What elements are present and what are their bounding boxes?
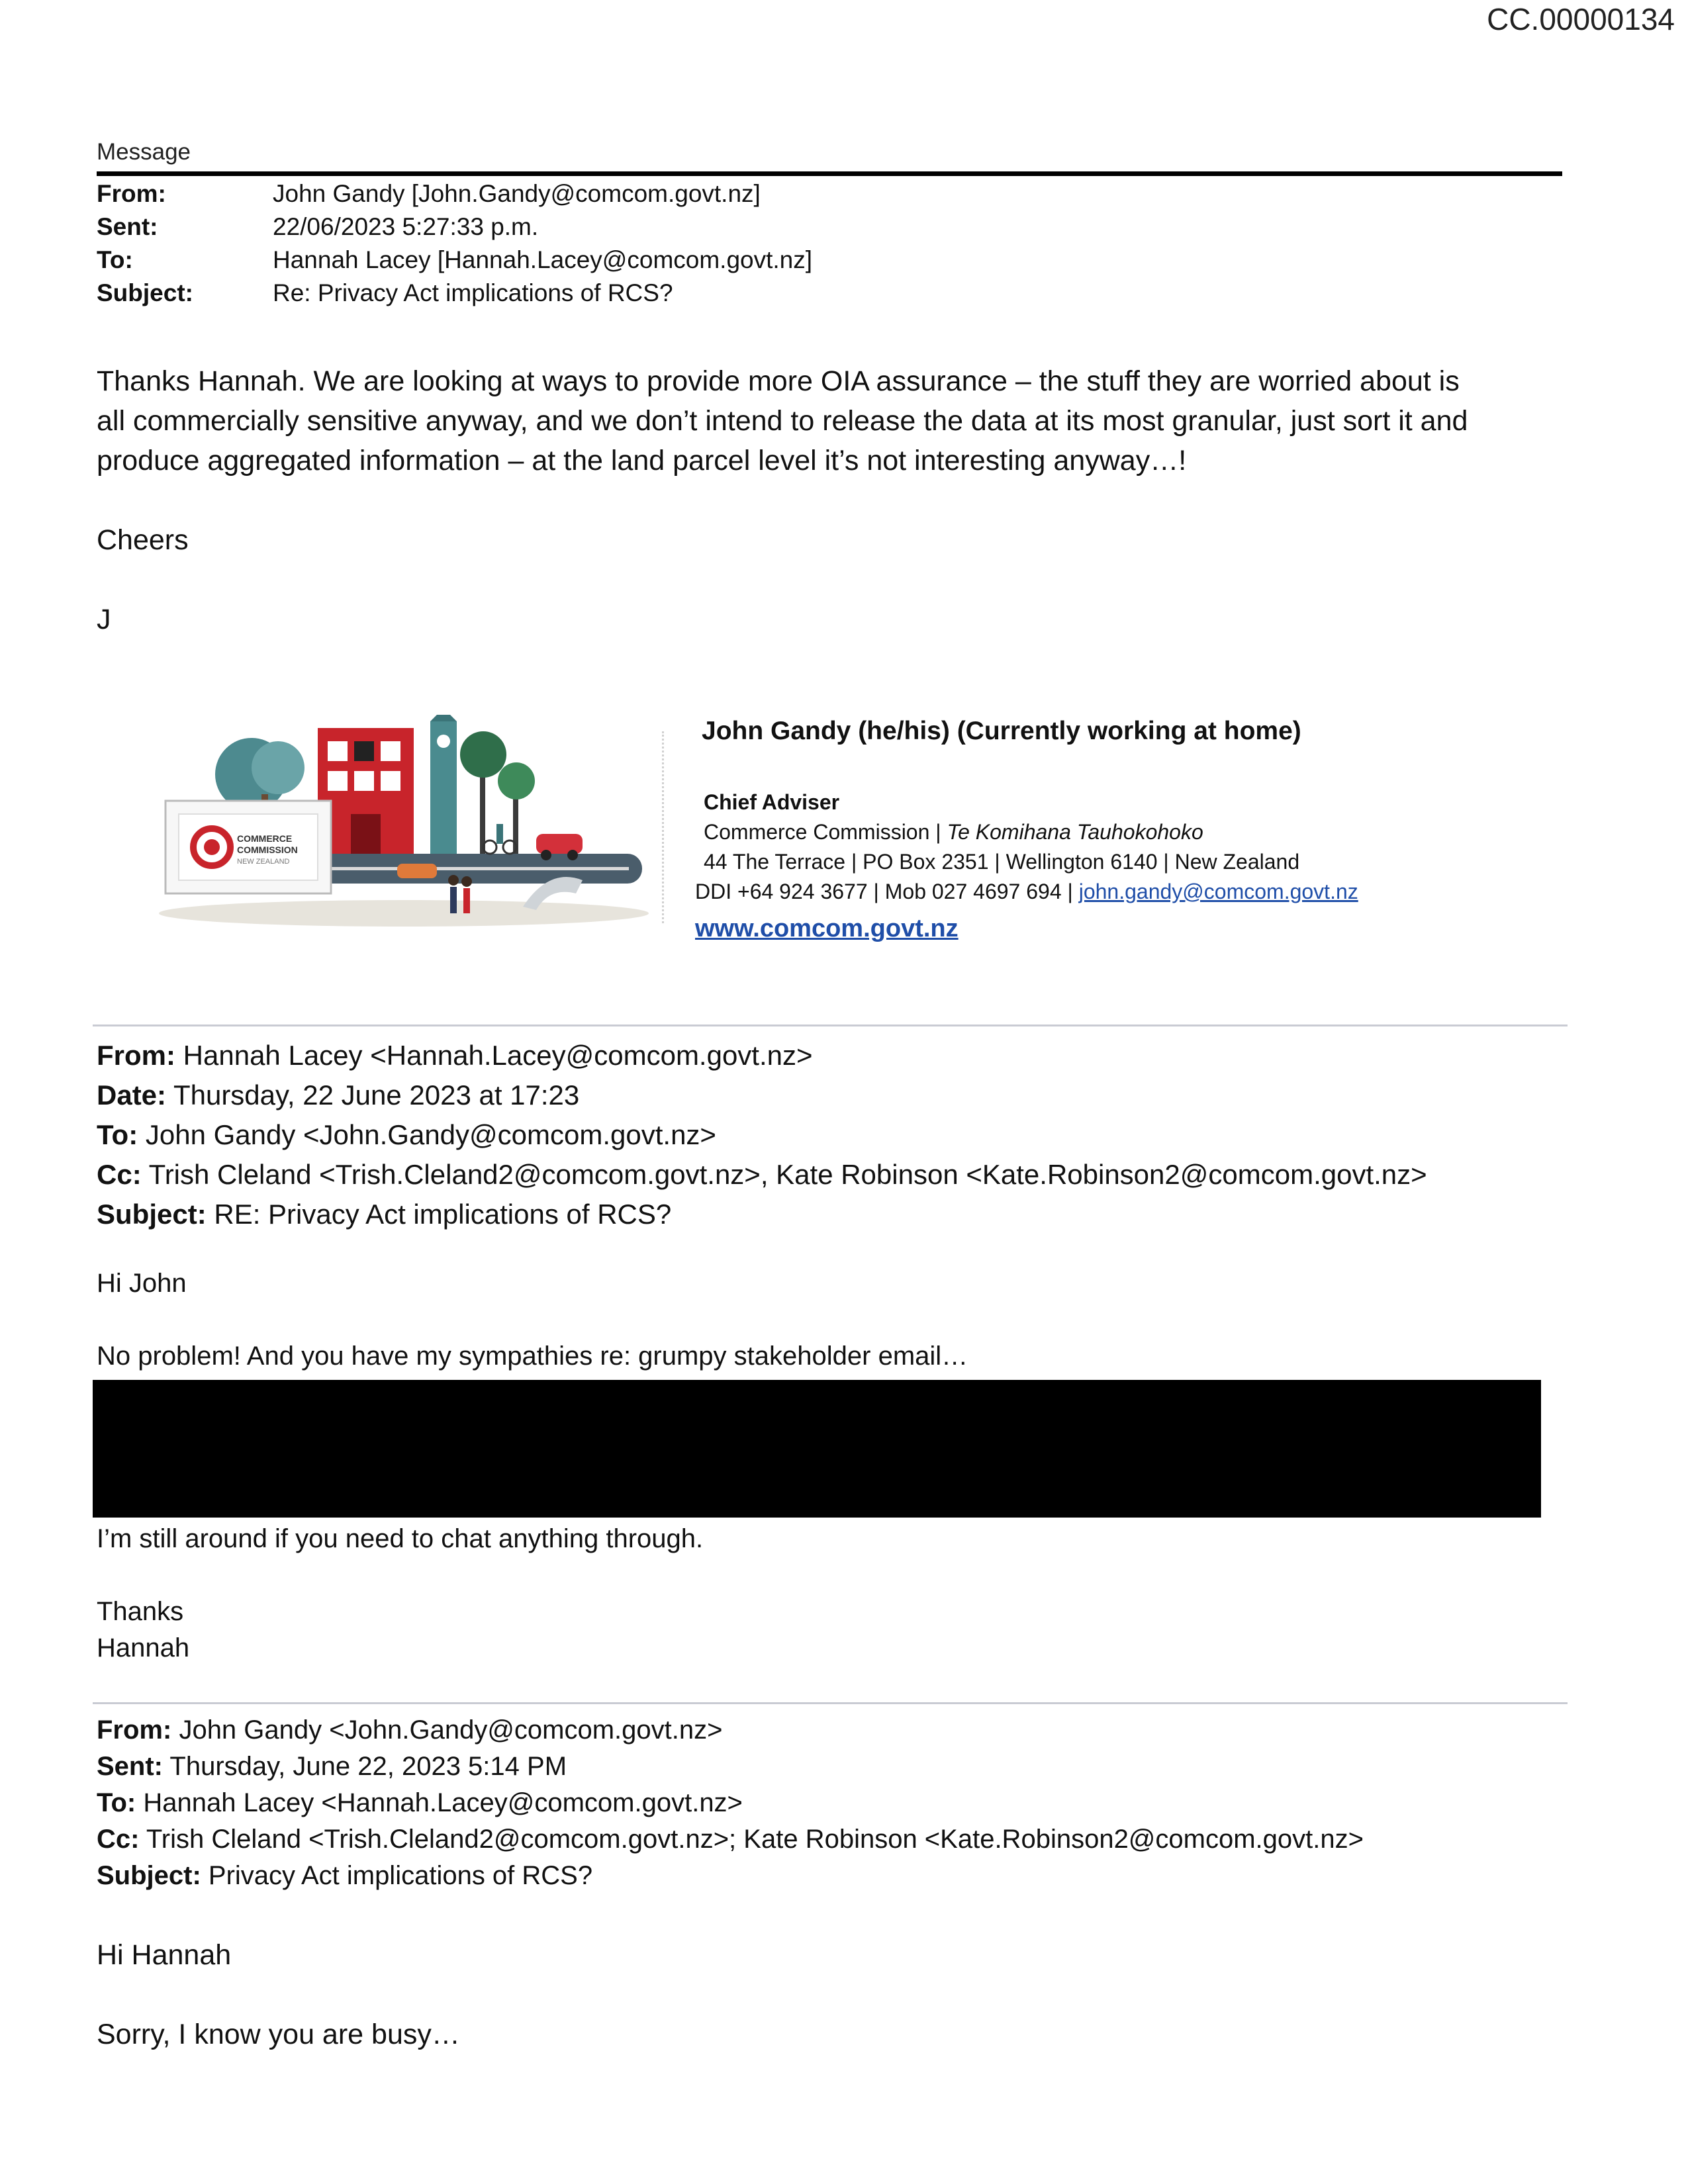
reply-line-3: produce aggregated information – at the land parcel level it’s not interesting anyway…! (97, 445, 1187, 477)
header-to-label: To: (97, 246, 133, 273)
forward2-subject: Privacy Act implications of RCS? (201, 1861, 593, 1890)
forward1-signoff: Hannah (97, 1633, 190, 1662)
forward2-cc-row (97, 1821, 1364, 1858)
header-subject-label: Subject: (97, 279, 193, 306)
forward2-line-1: Sorry, I know you are busy… (97, 2019, 460, 2050)
forward1-from-row (97, 1036, 1427, 1075)
header-sent-label: Sent: (97, 213, 158, 240)
forward1-from: Hannah Lacey <Hannah.Lacey@comcom.govt.nz> (175, 1040, 813, 1071)
signature-org-row (704, 817, 1299, 847)
forward1-to-row (97, 1115, 1427, 1155)
header-from-label: From: (97, 180, 166, 207)
signature-title: Chief Adviser (704, 790, 840, 814)
forward1-subject: RE: Privacy Act implications of RCS? (206, 1199, 672, 1230)
redaction-block (93, 1380, 1541, 1518)
signature-org-maori: Te Komihana Tauhokohoko (947, 820, 1203, 844)
logo-text-3: NEW ZEALAND (237, 858, 290, 866)
signature-name: John Gandy (he/his) (Currently working at home) (702, 717, 1301, 745)
section-divider-1 (93, 1024, 1568, 1026)
reply-initial: J (97, 604, 111, 635)
header-sent-row (97, 210, 538, 244)
reply-line-2: all commercially sensitive anyway, and we don’t intend to release the data at its most granular, just sort it and (97, 405, 1468, 437)
commerce-commission-illustration (152, 715, 655, 940)
forward1-date: Thursday, 22 June 2023 at 17:23 (166, 1079, 580, 1111)
reply-closing: Cheers (97, 524, 189, 556)
forward1-closing: Thanks (97, 1597, 184, 1626)
reply-line-1: Thanks Hannah. We are looking at ways to provide more OIA assurance – the stuff they are worried about is (97, 365, 1460, 397)
logo-text-1: COMMERCE (237, 833, 293, 844)
forward1-date-row (97, 1075, 1427, 1115)
forward1-subject-row (97, 1195, 1427, 1234)
signature-email-link[interactable]: john.gandy@comcom.govt.nz (1078, 880, 1358, 903)
forward2-from-row (97, 1712, 1364, 1749)
forward1-greeting: Hi John (97, 1269, 187, 1298)
header-sent-value: 22/06/2023 5:27:33 p.m. (273, 213, 539, 240)
signature-address: 44 The Terrace | PO Box 2351 | Wellington 6140 | New Zealand (704, 850, 1300, 874)
reply-body (97, 361, 1573, 480)
forward1-date-label: Date: (97, 1079, 167, 1111)
section-divider-2 (93, 1702, 1568, 1704)
header-to-row (97, 244, 812, 277)
forward1-line-1: No problem! And you have my sympathies re: grumpy stakeholder email… (97, 1342, 968, 1371)
forward2-sent: Thursday, June 22, 2023 5:14 PM (163, 1752, 567, 1781)
forward1-line-2: I’m still around if you need to chat anything through. (97, 1524, 704, 1553)
header-to-value: Hannah Lacey [Hannah.Lacey@comcom.govt.nz] (273, 246, 813, 273)
forward1-cc-row (97, 1155, 1427, 1195)
forward2-sent-label: Sent: (97, 1752, 163, 1781)
signature-details (704, 788, 1299, 877)
signature-org: Commerce Commission | (704, 820, 947, 844)
header-from-value: John Gandy [John.Gandy@comcom.govt.nz] (273, 180, 761, 207)
forward2-from: John Gandy <John.Gandy@comcom.govt.nz> (171, 1715, 723, 1745)
forward1-cc: Trish Cleland <Trish.Cleland2@comcom.govt.nz>, Kate Robinson <Kate.Robinson2@comcom.govt.nz> (141, 1159, 1427, 1190)
forward2-greeting: Hi Hannah (97, 1939, 232, 1971)
document-id: CC.00000134 (1487, 2, 1675, 36)
forward2-subject-row (97, 1858, 1364, 1894)
logo-text-2: COMMISSION (237, 844, 298, 855)
header-subject-row (97, 277, 673, 310)
forward2-subject-label: Subject: (97, 1861, 201, 1890)
signature-phones: DDI +64 924 3677 | Mob 027 4697 694 | (695, 880, 1079, 903)
forward1-from-label: From: (97, 1040, 175, 1071)
forward2-cc: Trish Cleland <Trish.Cleland2@comcom.govt.nz>; Kate Robinson <Kate.Robinson2@comcom.govt.nz> (139, 1825, 1364, 1854)
forward1-cc-label: Cc: (97, 1159, 142, 1190)
forward2-to-label: To: (97, 1788, 136, 1817)
forward1-subject-label: Subject: (97, 1199, 207, 1230)
forward2-from-label: From: (97, 1715, 172, 1745)
forward2-header (97, 1712, 1364, 1894)
header-rule (97, 171, 1562, 176)
signature-phone-row (695, 877, 1358, 907)
signature-website-link[interactable]: www.comcom.govt.nz (695, 915, 959, 942)
header-from-row (97, 177, 761, 210)
forward2-to: Hannah Lacey <Hannah.Lacey@comcom.govt.nz> (136, 1788, 743, 1817)
header-subject-value: Re: Privacy Act implications of RCS? (273, 279, 673, 306)
forward1-to: John Gandy <John.Gandy@comcom.govt.nz> (138, 1119, 716, 1150)
forward2-cc-label: Cc: (97, 1825, 140, 1854)
forward1-to-label: To: (97, 1119, 138, 1150)
forward2-sent-row (97, 1749, 1364, 1785)
signature-divider (662, 731, 664, 923)
forward2-to-row (97, 1785, 1364, 1821)
message-label: Message (97, 139, 191, 165)
forward1-header (97, 1036, 1427, 1234)
